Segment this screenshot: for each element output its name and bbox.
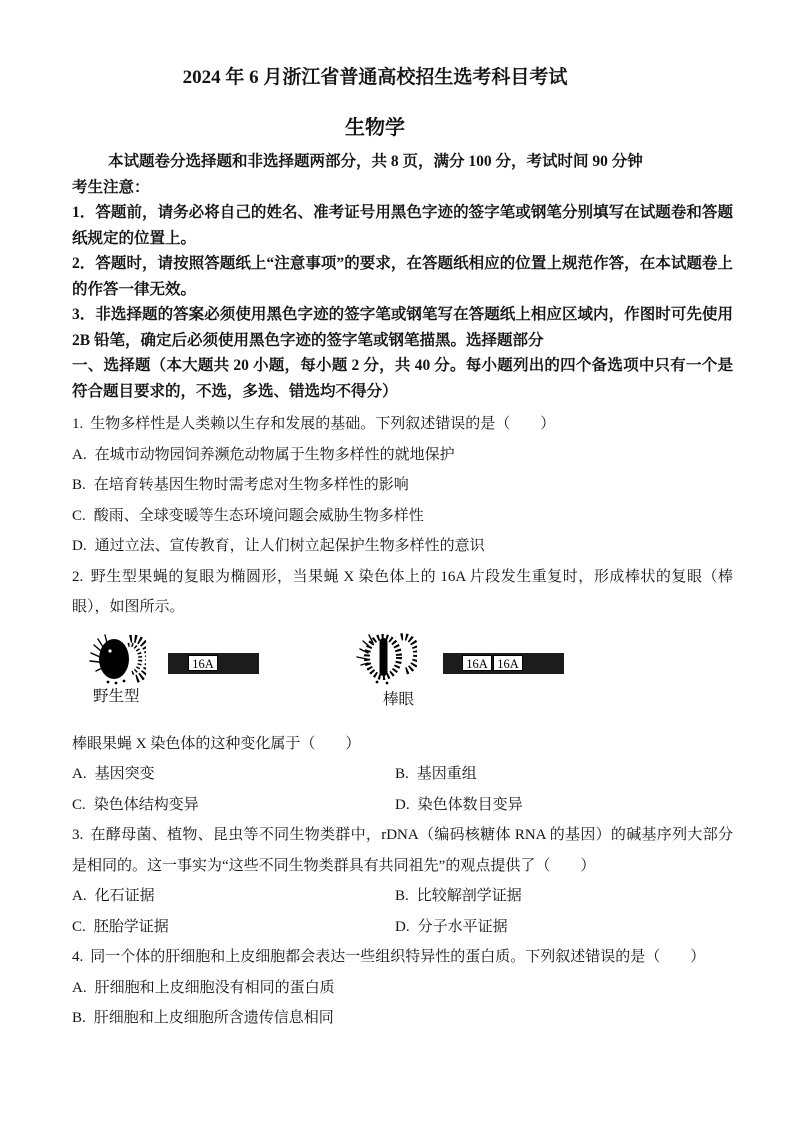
option-label: C. (72, 796, 86, 813)
option-text: 染色体数目变异 (417, 796, 523, 813)
option-label: D. (395, 796, 410, 813)
option-label: B. (72, 1010, 86, 1026)
option-label: C. (72, 507, 86, 524)
question-1-stem (72, 409, 733, 440)
question-1 (72, 409, 733, 562)
option-label: B. (395, 888, 409, 904)
option-label: D. (395, 918, 410, 935)
wild-type-label: 野生型 (93, 687, 140, 705)
option-label: D. (72, 538, 87, 554)
drosophila-eye-figure (72, 627, 733, 727)
option-text: 基因重组 (416, 766, 477, 782)
question-2-option-a (72, 759, 395, 790)
question-2 (72, 562, 733, 821)
chromosome-bar-bar-eye (443, 653, 564, 674)
wild-type-fly-image (88, 631, 146, 687)
option-text: 肝细胞和上皮细胞所含遗传信息相同 (93, 1010, 334, 1026)
question-stem-text: 生物多样性是人类赖以生存和发展的基础。下列叙述错误的是（ ） (90, 416, 556, 432)
option-label: A. (72, 766, 87, 782)
question-3-option-c (72, 912, 395, 943)
option-text: 分子水平证据 (417, 918, 508, 935)
option-text: 比较解剖学证据 (416, 888, 522, 904)
notice-item-1: 1．答题前，请务必将自己的姓名、准考证号用黑色字迹的签字笔或钢笔分别填写在试题卷和答题纸规定的位置上。 (72, 204, 733, 247)
option-label: A. (72, 979, 87, 996)
option-label: B. (395, 766, 409, 782)
option-text: 化石证据 (94, 888, 155, 904)
question-3-option-b (395, 881, 733, 912)
question-stem-text: 同一个体的肝细胞和上皮细胞都会表达一些组织特异性的蛋白质。下列叙述错误的是（ ） (90, 949, 706, 965)
question-number: 4. (72, 949, 84, 965)
chromosome-bar-wild-type (168, 653, 259, 674)
exam-title: 2024 年 6 月浙江省普通高校招生选考科目考试 (182, 67, 568, 88)
option-label: A. (72, 888, 87, 904)
question-3-stem (72, 820, 733, 881)
question-4-option-a (72, 973, 733, 1004)
question-2-option-d (395, 790, 733, 821)
question-2-stem (72, 562, 733, 623)
question-number: 3. (72, 827, 84, 843)
notice-item-3: 3．非选择题的答案必须使用黑色字迹的签字笔或钢笔写在答题纸上相应区域内，作图时可先使用 2B 铅笔，确定后必须使用黑色字迹的签字笔或钢笔描黑。选择题部分 (72, 306, 733, 349)
question-2-stem-after-figure: 棒眼果蝇 X 染色体的这种变化属于（ ） (72, 735, 361, 752)
question-2-option-c (72, 790, 395, 821)
question-1-option-b (72, 470, 733, 501)
question-1-option-a (72, 440, 733, 471)
question-stem-text: 在酵母菌、植物、昆虫等不同生物类群中，rDNA（编码核糖体 RNA 的基因）的碱基序列大部分是相同的。这一事实为“这些不同生物类群具有共同祖先”的观点提供了（ ） (72, 827, 733, 874)
option-text: 肝细胞和上皮细胞没有相同的蛋白质 (94, 979, 335, 996)
question-list (72, 409, 733, 1034)
question-1-option-c (72, 501, 733, 532)
question-3-options-row-2 (72, 912, 733, 943)
question-3-options-row-1 (72, 881, 733, 912)
question-4-option-b (72, 1003, 733, 1034)
notice-item-2: 2．答题时，请按照答题纸上“注意事项”的要求，在答题纸相应的位置上规范作答，在本试题卷上的作答一律无效。 (72, 255, 733, 298)
segment-16a-box-2: 16A (493, 655, 523, 671)
option-text: 胚胎学证据 (93, 918, 169, 935)
question-4 (72, 942, 733, 1034)
question-4-stem (72, 942, 733, 973)
option-text: 染色体结构变异 (93, 796, 199, 813)
option-label: A. (72, 446, 87, 463)
notice-heading: 考生注意： (72, 178, 150, 196)
option-text: 通过立法、宣传教育，让人们树立起保护生物多样性的意识 (94, 538, 485, 554)
option-text: 在城市动物园饲养濒危动物属于生物多样性的就地保护 (94, 446, 455, 463)
exam-header (72, 66, 733, 140)
question-3-option-d (395, 912, 733, 943)
option-label: C. (72, 918, 86, 935)
exam-info: 本试题卷分选择题和非选择题两部分，共 8 页，满分 100 分，考试时间 90 分钟 (108, 153, 643, 170)
exam-notice-block (72, 149, 733, 404)
option-text: 基因突变 (94, 766, 155, 782)
question-3 (72, 820, 733, 942)
question-3-option-a (72, 881, 395, 912)
option-label: B. (72, 477, 86, 493)
question-2-options-row-2 (72, 790, 733, 821)
segment-16a-box: 16A (188, 655, 218, 671)
segment-16a-box-1: 16A (462, 655, 492, 671)
bar-eye-label: 棒眼 (383, 690, 415, 708)
option-text: 酸雨、全球变暖等生态环境问题会威胁生物多样性 (93, 507, 424, 524)
section-heading: 一、选择题（本大题共 20 小题，每小题 2 分，共 40 分。每小题列出的四个备选项中只有一个是符合题目要求的，不选，多选、错选均不得分） (72, 357, 733, 400)
question-2-option-b (395, 759, 733, 790)
question-2-options-row-1 (72, 759, 733, 790)
question-1-option-d (72, 531, 733, 562)
question-number: 2. (72, 568, 84, 585)
bar-eye-fly-image (355, 629, 417, 687)
question-stem-text: 野生型果蝇的复眼为椭圆形，当果蝇 X 染色体上的 16A 片段发生重复时，形成棒状的复眼（棒眼），如图所示。 (72, 568, 733, 615)
option-text: 在培育转基因生物时需考虑对生物多样性的影响 (93, 477, 409, 493)
question-number: 1. (72, 416, 84, 432)
exam-subject: 生物学 (345, 117, 405, 139)
